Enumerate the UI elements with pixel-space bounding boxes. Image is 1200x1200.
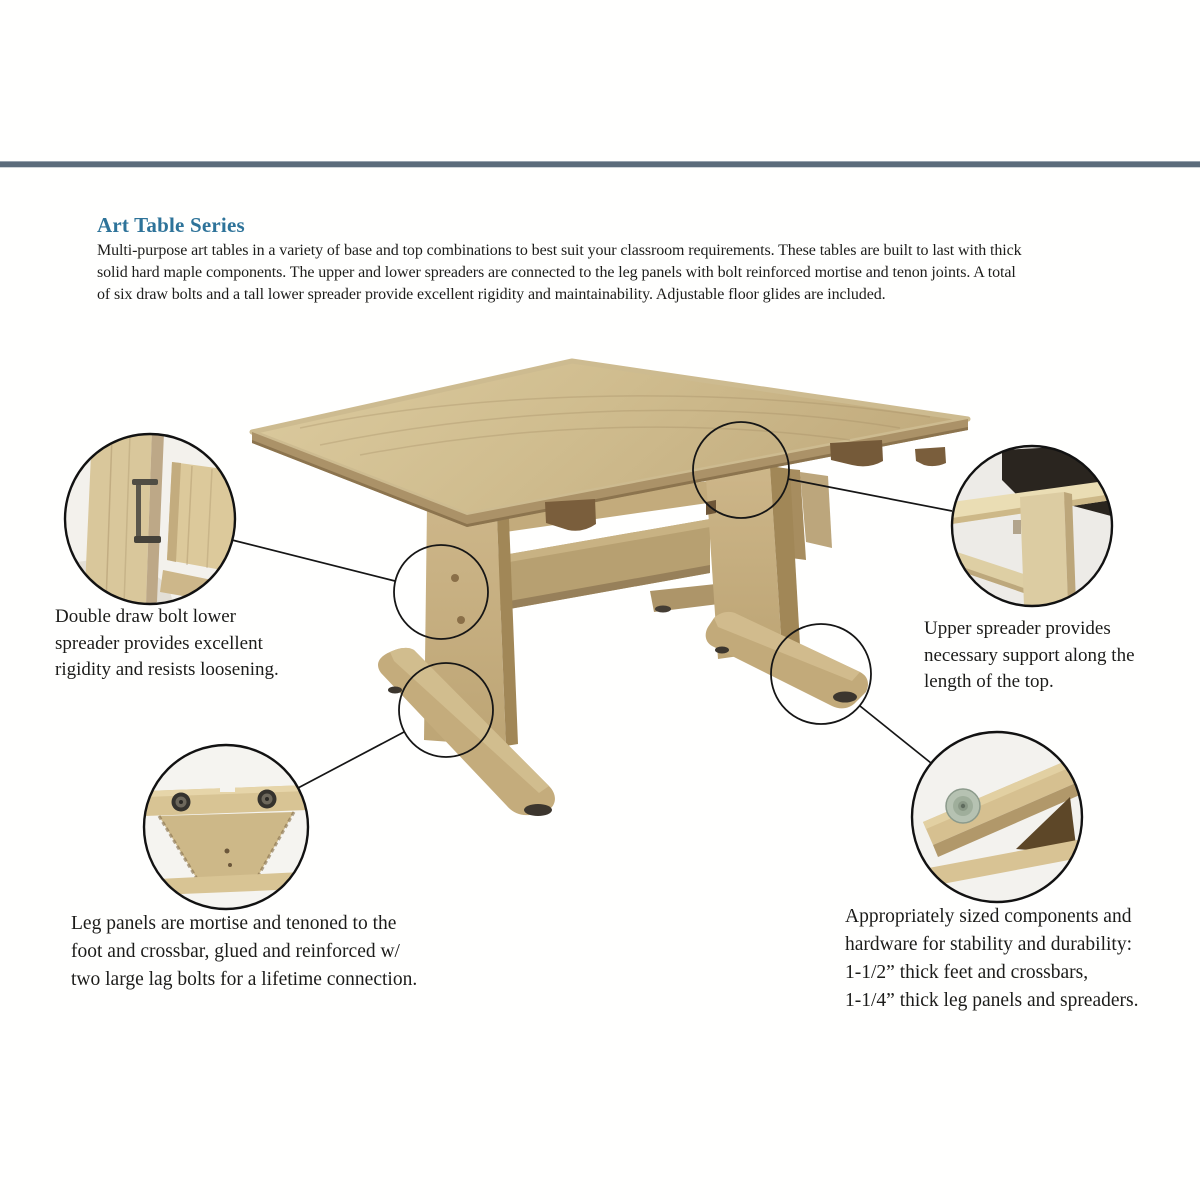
- intro-line: solid hard maple components. The upper and lower spreaders are connected to the leg panels with bolt reinforced mortise and tenon joints. A total: [97, 264, 1016, 281]
- callout-line: length of the top.: [924, 671, 1054, 692]
- lag-bolt-icon: [172, 793, 191, 812]
- intro-line: of six draw bolts and a tall lower spreader provide excellent rigidity and maintainability. Adjustable floor glides are included.: [97, 286, 886, 303]
- callout-line: rigidity and resists loosening.: [55, 659, 279, 680]
- floor-glide: [833, 692, 857, 703]
- callout-line: Upper spreader provides: [924, 618, 1111, 639]
- callout-line: hardware for stability and durability:: [845, 934, 1132, 955]
- leader-line-lower-spreader: [232, 540, 395, 581]
- leader-line-right-foot: [860, 706, 931, 763]
- callout-leg-panels: [71, 910, 417, 994]
- callout-line: Leg panels are mortise and tenoned to the: [71, 913, 397, 934]
- callout-line: necessary support along the: [924, 644, 1135, 666]
- floor-glide: [388, 687, 402, 694]
- table-photo: [252, 361, 968, 816]
- callout-sized-components: [845, 903, 1138, 1015]
- glide-disc-icon: [946, 789, 980, 823]
- floor-glide: [715, 647, 729, 654]
- callout-line: spreader provides excellent: [55, 632, 263, 654]
- detail-circle-upper-spreader-joint: [945, 444, 1115, 606]
- draw-bolt-hole: [451, 574, 459, 582]
- page-title: Art Table Series: [97, 213, 245, 237]
- callout-upper-spreader: [924, 616, 1135, 696]
- callout-lower-spreader: [55, 604, 279, 684]
- callout-line: 1-1/4” thick leg panels and spreaders.: [845, 990, 1139, 1011]
- lag-bolt-icon: [258, 790, 277, 809]
- callout-line: Double draw bolt lower: [55, 606, 236, 627]
- draw-bolt-hole: [457, 616, 465, 624]
- floor-glide: [524, 804, 552, 816]
- detail-circle-foot-underside: [144, 745, 309, 909]
- callout-line: Appropriately sized components and: [845, 906, 1132, 927]
- detail-circle-foot-glide: [912, 732, 1090, 902]
- rear-foot: [650, 584, 719, 613]
- callout-line: foot and crossbar, glued and reinforced w/: [71, 941, 400, 962]
- leader-line-left-foot: [298, 732, 404, 788]
- intro-line: Multi-purpose art tables in a variety of base and top combinations to best suit your classroom requirements. These tables are built to last with thick: [97, 242, 1022, 259]
- floor-glide: [655, 606, 671, 613]
- callout-line: two large lag bolts for a lifetime connection.: [71, 969, 418, 990]
- callout-line: 1-1/2” thick feet and crossbars,: [845, 962, 1089, 983]
